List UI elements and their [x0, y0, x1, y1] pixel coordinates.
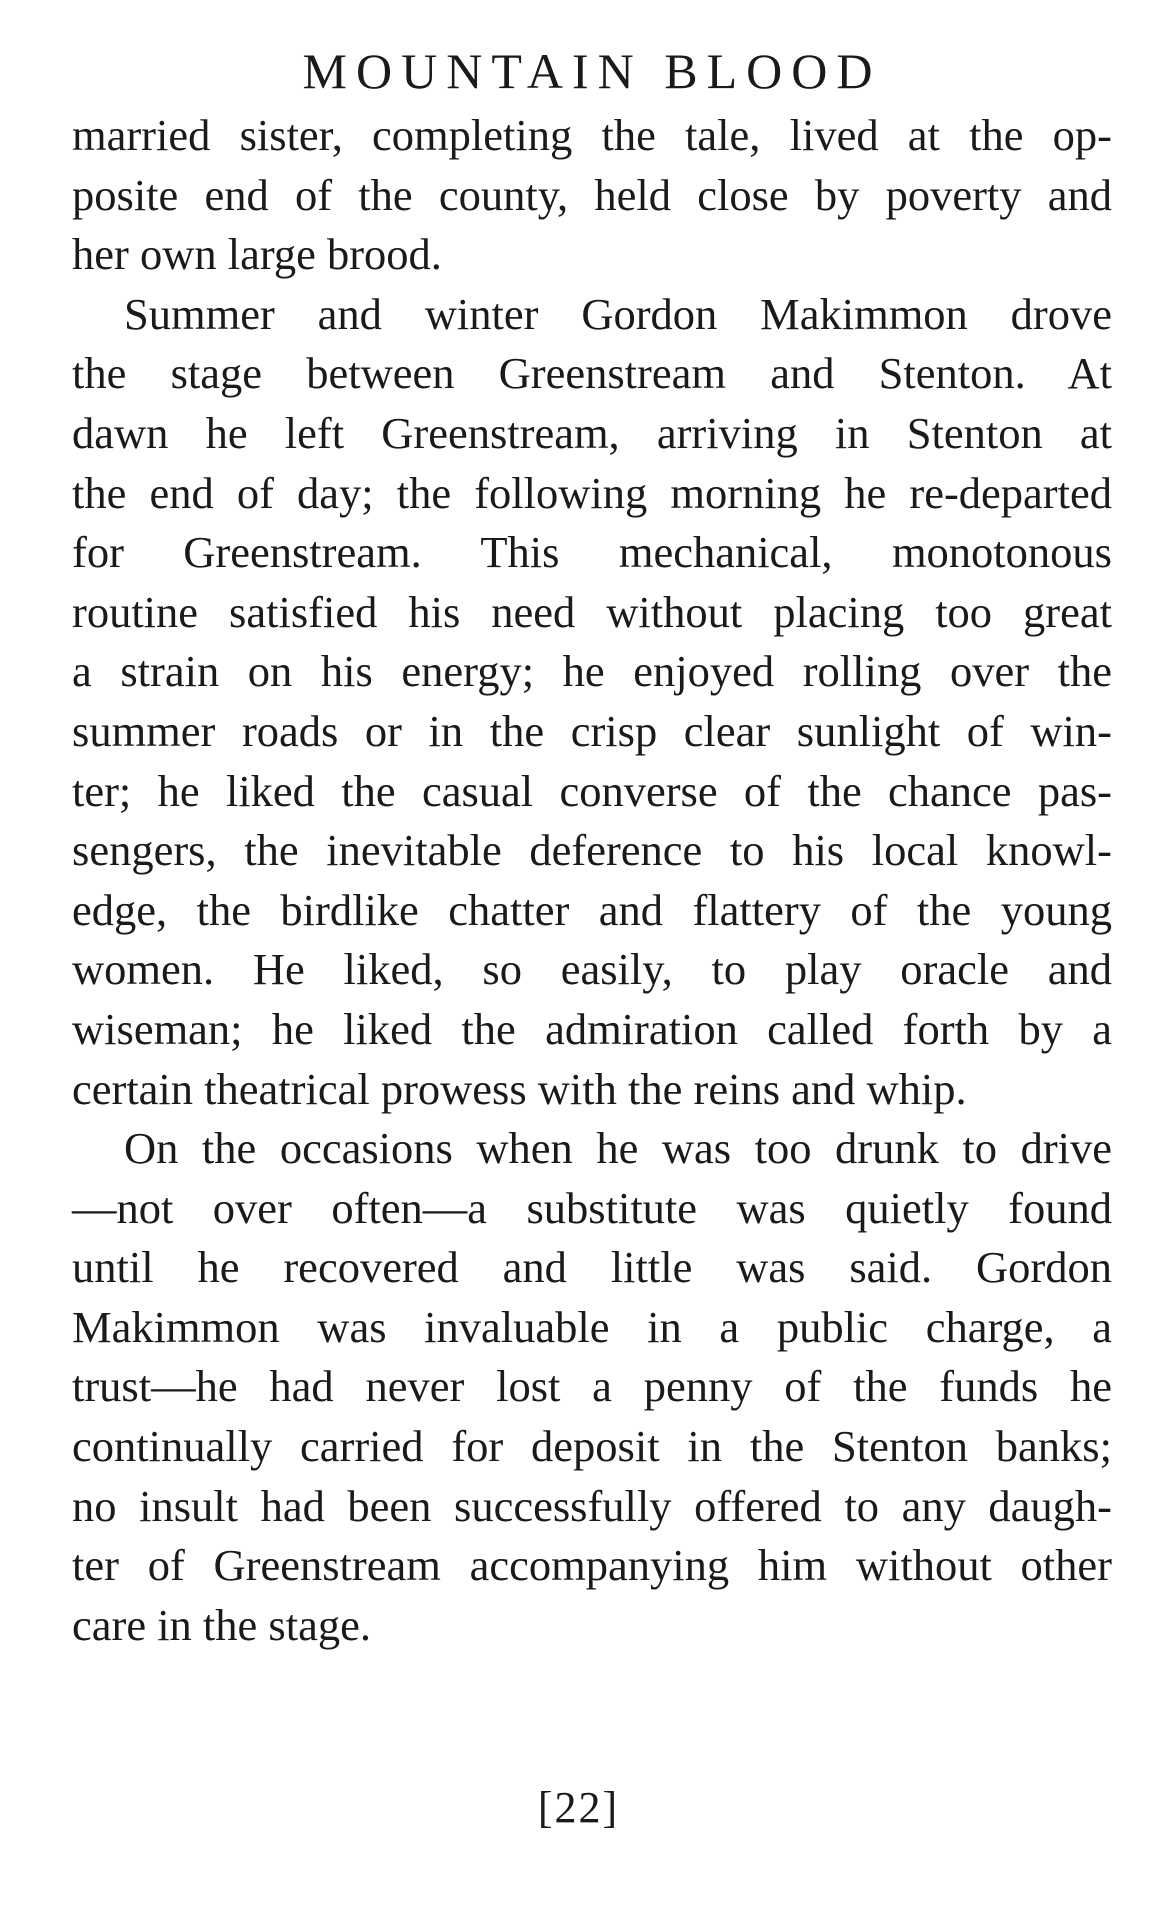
text-line: the end of day; the following morning he re-departed [72, 467, 1112, 518]
text-line: ter of Greenstream accompanying him without other [72, 1540, 1112, 1591]
text-line: the stage between Greenstream and Stenton. At [72, 348, 1112, 399]
text-line: until he recovered and little was said. Gordon [72, 1242, 1112, 1293]
text-line: Makimmon was invaluable in a public charge, a [72, 1301, 1112, 1352]
text-line: women. He liked, so easily, to play oracle and [72, 944, 1112, 995]
page-number: [22] [537, 1783, 620, 1832]
text-line: trust—he had never lost a penny of the funds he [72, 1361, 1112, 1412]
text-line: married sister, completing the tale, lived at the op- [72, 110, 1112, 160]
text-line: a strain on his energy; he enjoyed rolling over the [72, 646, 1112, 697]
text-line: for Greenstream. This mechanical, monotonous [72, 527, 1112, 578]
text-line: wiseman; he liked the admiration called forth by a [72, 1003, 1112, 1054]
body-text [72, 106, 1112, 1655]
text-line: her own large brood. [72, 229, 442, 280]
text-line: sengers, the inevitable deference to his local knowl- [72, 825, 1112, 876]
paragraph [72, 285, 1112, 1119]
paragraph [72, 1119, 1112, 1655]
text-line: routine satisfied his need without placing too great [72, 586, 1112, 637]
text-line: no insult had been successfully offered to any daugh- [72, 1480, 1112, 1531]
text-line: certain theatrical prowess with the reins and whip. [72, 1063, 967, 1114]
text-line: dawn he left Greenstream, arriving in Stenton at [72, 407, 1112, 458]
paragraph [72, 106, 1112, 285]
text-line: care in the stage. [72, 1599, 371, 1650]
text-line: posite end of the county, held close by poverty and [72, 169, 1112, 220]
running-head: MOUNTAIN BLOOD [302, 43, 882, 99]
text-line: On the occasions when he was too drunk to drive [124, 1123, 1112, 1174]
text-line: continually carried for deposit in the Stenton banks; [72, 1421, 1112, 1472]
book-page [72, 40, 1112, 1655]
text-line: Summer and winter Gordon Makimmon drove [124, 288, 1112, 339]
text-line: —not over often—a substitute was quietly found [72, 1182, 1112, 1233]
text-line: edge, the birdlike chatter and flattery of the young [72, 884, 1112, 935]
text-line: ter; he liked the casual converse of the chance pas- [72, 765, 1112, 816]
text-line: summer roads or in the crisp clear sunlight of win- [72, 705, 1112, 756]
